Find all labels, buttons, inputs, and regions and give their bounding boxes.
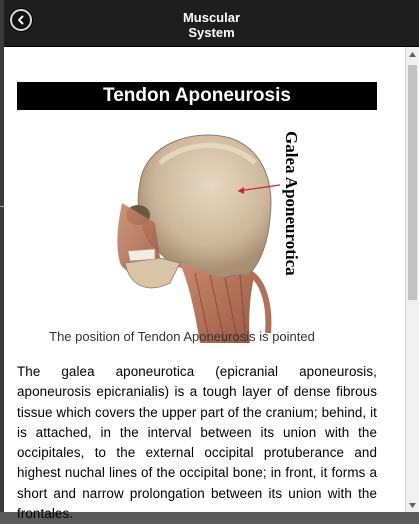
arrow-up-icon xyxy=(409,52,416,57)
skull-muscle-illustration xyxy=(100,123,300,343)
article-content xyxy=(4,47,405,522)
article-title: Tendon Aponeurosis xyxy=(17,82,377,110)
scroll-down-button[interactable] xyxy=(406,498,419,512)
image-caption: The position of Tendon Aponeurosis is pointed xyxy=(49,329,315,344)
scroll-up-button[interactable] xyxy=(406,47,419,61)
scroll-thumb[interactable] xyxy=(408,65,417,300)
app-header xyxy=(4,0,419,47)
vertical-scrollbar[interactable] xyxy=(405,47,419,512)
header-title-line2: System xyxy=(188,25,235,40)
galea-label: Galea Aponeurotica xyxy=(282,131,301,276)
header-title-line1: Muscular xyxy=(182,10,241,25)
arrow-down-icon xyxy=(409,503,416,508)
header-title xyxy=(4,10,419,40)
article-body: The galea aponeurotica (epicranial aponeurosis, aponeurosis epicranialis) is a tough layer of dense fibrous tissue which covers the upper part of the cranium; behind, it is attached, in the interval between its union with the occipitales, to the external occipital protuberance and highest nuchal lines of the occipital bone; in front, it forms a short and narrow prolongation between its union with the frontales. xyxy=(17,364,377,522)
